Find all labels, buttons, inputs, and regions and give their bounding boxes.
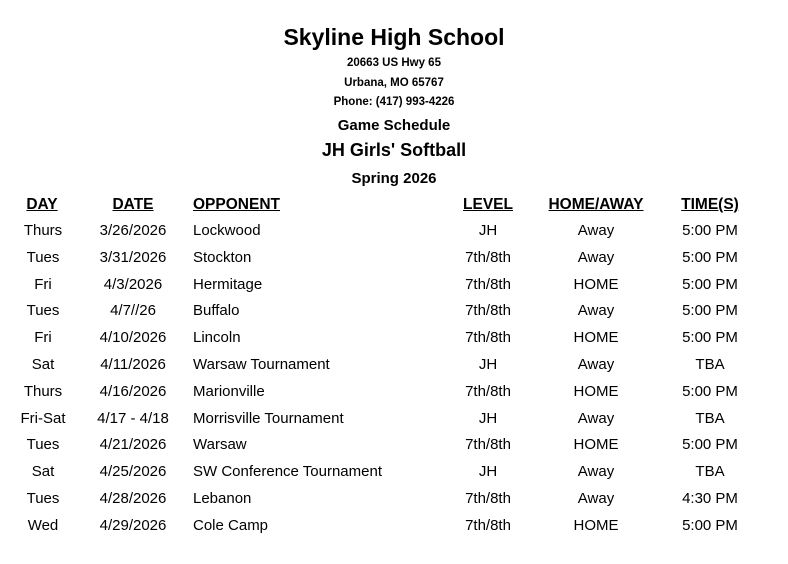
- cell-day: Tues: [26, 489, 60, 507]
- cell-day: Wed: [27, 516, 59, 534]
- column-header-time: TIME(S): [681, 196, 739, 213]
- sport-title: JH Girls' Softball: [321, 140, 467, 160]
- cell-level: 7th/8th: [465, 382, 511, 400]
- cell-home-away: Away: [577, 463, 615, 481]
- cell-date: 4/16/2026: [99, 382, 167, 400]
- table-row: [0, 436, 788, 463]
- cell-day: Tues: [26, 248, 60, 266]
- column-header-date: DATE: [112, 196, 154, 213]
- cell-date: 3/31/2026: [99, 248, 167, 266]
- table-row: [0, 329, 788, 356]
- cell-date: 4/28/2026: [99, 489, 167, 507]
- cell-date: 4/3/2026: [103, 275, 163, 293]
- cell-time: 5:00 PM: [682, 275, 738, 293]
- cell-date: 4/25/2026: [99, 463, 167, 481]
- cell-opponent: Stockton: [193, 248, 252, 266]
- cell-home-away: Away: [577, 248, 615, 266]
- address-street: 20663 US Hwy 65: [347, 57, 441, 69]
- cell-day: Sat: [31, 355, 55, 373]
- cell-home-away: Away: [577, 222, 615, 239]
- cell-day: Thurs: [23, 382, 63, 400]
- cell-level: JH: [478, 222, 498, 239]
- cell-time: TBA: [695, 409, 725, 427]
- table-row: [0, 249, 788, 276]
- cell-level: 7th/8th: [465, 436, 511, 454]
- cell-time: 5:00 PM: [682, 302, 738, 320]
- column-header-level: LEVEL: [463, 196, 513, 213]
- cell-day: Tues: [26, 302, 60, 320]
- cell-opponent: Warsaw Tournament: [193, 355, 330, 373]
- table-row: [0, 410, 788, 437]
- cell-opponent: SW Conference Tournament: [193, 463, 382, 481]
- cell-date: 3/26/2026: [99, 222, 167, 239]
- cell-opponent: Marionville: [193, 382, 265, 400]
- cell-level: 7th/8th: [465, 489, 511, 507]
- table-row: [0, 302, 788, 329]
- cell-opponent: Hermitage: [193, 275, 263, 293]
- cell-time: TBA: [695, 463, 725, 481]
- cell-time: 5:00 PM: [682, 329, 738, 347]
- cell-opponent: Buffalo: [193, 302, 240, 320]
- cell-opponent: Lockwood: [193, 222, 261, 239]
- cell-day: Fri: [34, 329, 52, 347]
- table-row: [0, 356, 788, 383]
- cell-home-away: HOME: [573, 382, 619, 400]
- cell-date: 4/29/2026: [99, 516, 167, 534]
- cell-home-away: HOME: [573, 275, 619, 293]
- cell-level: 7th/8th: [465, 329, 511, 347]
- table-row: [0, 276, 788, 303]
- school-name: Skyline High School: [283, 24, 505, 50]
- cell-day: Fri-Sat: [20, 409, 66, 427]
- table-row: [0, 517, 788, 544]
- cell-level: 7th/8th: [465, 516, 511, 534]
- cell-day: Thurs: [23, 222, 63, 239]
- table-row: [0, 490, 788, 517]
- table-row: [0, 383, 788, 410]
- cell-level: 7th/8th: [465, 275, 511, 293]
- cell-opponent: Warsaw: [193, 436, 247, 454]
- cell-opponent: Lebanon: [193, 489, 252, 507]
- cell-day: Tues: [26, 436, 60, 454]
- cell-home-away: Away: [577, 409, 615, 427]
- cell-time: 5:00 PM: [682, 382, 738, 400]
- cell-time: 5:00 PM: [682, 222, 738, 239]
- cell-level: JH: [478, 355, 498, 373]
- cell-time: 5:00 PM: [682, 516, 738, 534]
- cell-opponent: Lincoln: [193, 329, 241, 347]
- schedule-table: [0, 196, 788, 544]
- column-header-opponent: OPPONENT: [193, 196, 280, 213]
- cell-level: 7th/8th: [465, 302, 511, 320]
- cell-date: 4/11/2026: [100, 355, 166, 373]
- cell-day: Fri: [34, 275, 52, 293]
- cell-level: 7th/8th: [465, 248, 511, 266]
- address-city: Urbana, MO 65767: [344, 77, 444, 89]
- table-row: [0, 463, 788, 490]
- cell-home-away: Away: [577, 355, 615, 373]
- cell-time: 5:00 PM: [682, 248, 738, 266]
- cell-date: 4/17 - 4/18: [97, 409, 169, 427]
- cell-home-away: Away: [577, 489, 615, 507]
- cell-day: Sat: [31, 463, 55, 481]
- cell-time: TBA: [695, 355, 725, 373]
- cell-home-away: HOME: [573, 436, 619, 454]
- column-header-day: DAY: [26, 196, 58, 213]
- column-header-home-away: HOME/AWAY: [548, 196, 644, 213]
- cell-home-away: Away: [577, 302, 615, 320]
- cell-level: JH: [478, 409, 498, 427]
- cell-opponent: Morrisville Tournament: [193, 409, 344, 427]
- cell-date: 4/7//26: [110, 302, 156, 320]
- cell-home-away: HOME: [573, 329, 619, 347]
- season-title: Spring 2026: [351, 170, 437, 187]
- cell-home-away: HOME: [573, 516, 619, 534]
- table-header-row: [0, 196, 788, 218]
- cell-date: 4/10/2026: [99, 329, 167, 347]
- phone-number: Phone: (417) 993-4226: [333, 96, 455, 108]
- table-row: [0, 222, 788, 249]
- cell-time: 4:30 PM: [682, 489, 738, 507]
- schedule-title: Game Schedule: [337, 117, 451, 134]
- cell-opponent: Cole Camp: [193, 516, 269, 534]
- cell-time: 5:00 PM: [682, 436, 738, 454]
- cell-level: JH: [478, 463, 498, 481]
- cell-date: 4/21/2026: [99, 436, 167, 454]
